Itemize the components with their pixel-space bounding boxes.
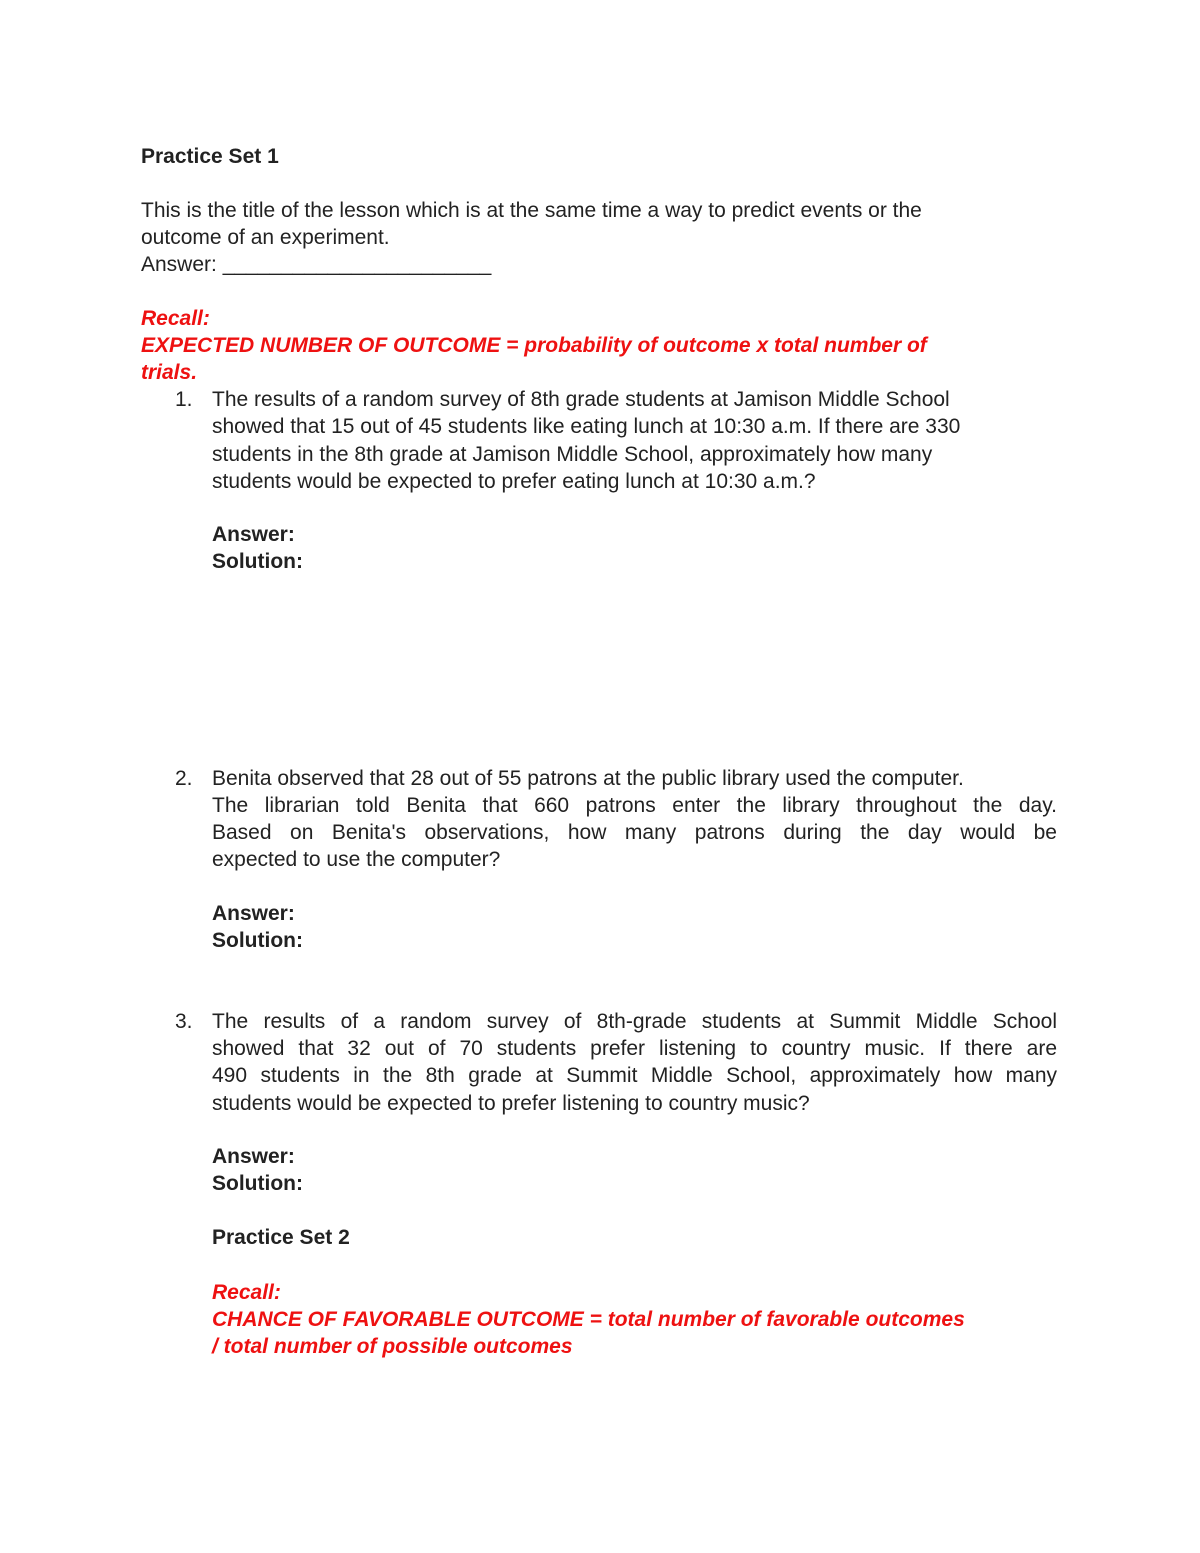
recall-label-1: Recall: [141,307,210,330]
chance-formula-line-1: CHANCE OF FAVORABLE OUTCOME = total number of favorable outcomes [212,1308,965,1331]
question-3-line-4: students would be expected to prefer listening to country music? [212,1092,810,1115]
question-3-line-2: showed that 32 out of 70 students prefer listening to country music. If there are [212,1037,1057,1060]
question-1-answer-label: Answer: [212,523,295,546]
question-2-line-3: Based on Benita's observations, how many patrons during the day would be [212,821,1057,844]
answer-blank-line: Answer: _______________________ [141,253,492,276]
question-1-solution-label: Solution: [212,550,303,573]
question-3-answer-label: Answer: [212,1145,295,1168]
practice-set-2-title: Practice Set 2 [212,1226,350,1249]
recall-label-2: Recall: [212,1281,281,1304]
question-2-number: 2. [175,767,193,790]
question-2-line-2: The librarian told Benita that 660 patrons enter the library throughout the day. [212,794,1057,817]
question-1-line-2: showed that 15 out of 45 students like eating lunch at 10:30 a.m. If there are 330 [212,415,961,438]
question-2-line-1: Benita observed that 28 out of 55 patrons at the public library used the computer. [212,767,964,790]
question-3-line-1: The results of a random survey of 8th-grade students at Summit Middle School [212,1010,1057,1033]
question-2-answer-label: Answer: [212,902,295,925]
question-1-line-1: The results of a random survey of 8th grade students at Jamison Middle School [212,388,950,411]
question-3-line-3: 490 students in the 8th grade at Summit Middle School, approximately how many [212,1064,1057,1087]
expected-formula-line-2: trials. [141,361,198,384]
question-3-number: 3. [175,1010,193,1033]
practice-set-1-title: Practice Set 1 [141,145,279,168]
expected-formula-line-1: EXPECTED NUMBER OF OUTCOME = probability of outcome x total number of [141,334,927,357]
question-3-solution-label: Solution: [212,1172,303,1195]
chance-formula-line-2: / total number of possible outcomes [212,1335,573,1358]
question-1-line-4: students would be expected to prefer eating lunch at 10:30 a.m.? [212,470,816,493]
question-2-line-4: expected to use the computer? [212,848,501,871]
intro-line-1: This is the title of the lesson which is at the same time a way to predict events or the [141,199,922,222]
question-1-number: 1. [175,388,193,411]
question-1-line-3: students in the 8th grade at Jamison Middle School, approximately how many [212,443,933,466]
intro-line-2: outcome of an experiment. [141,226,390,249]
question-2-solution-label: Solution: [212,929,303,952]
